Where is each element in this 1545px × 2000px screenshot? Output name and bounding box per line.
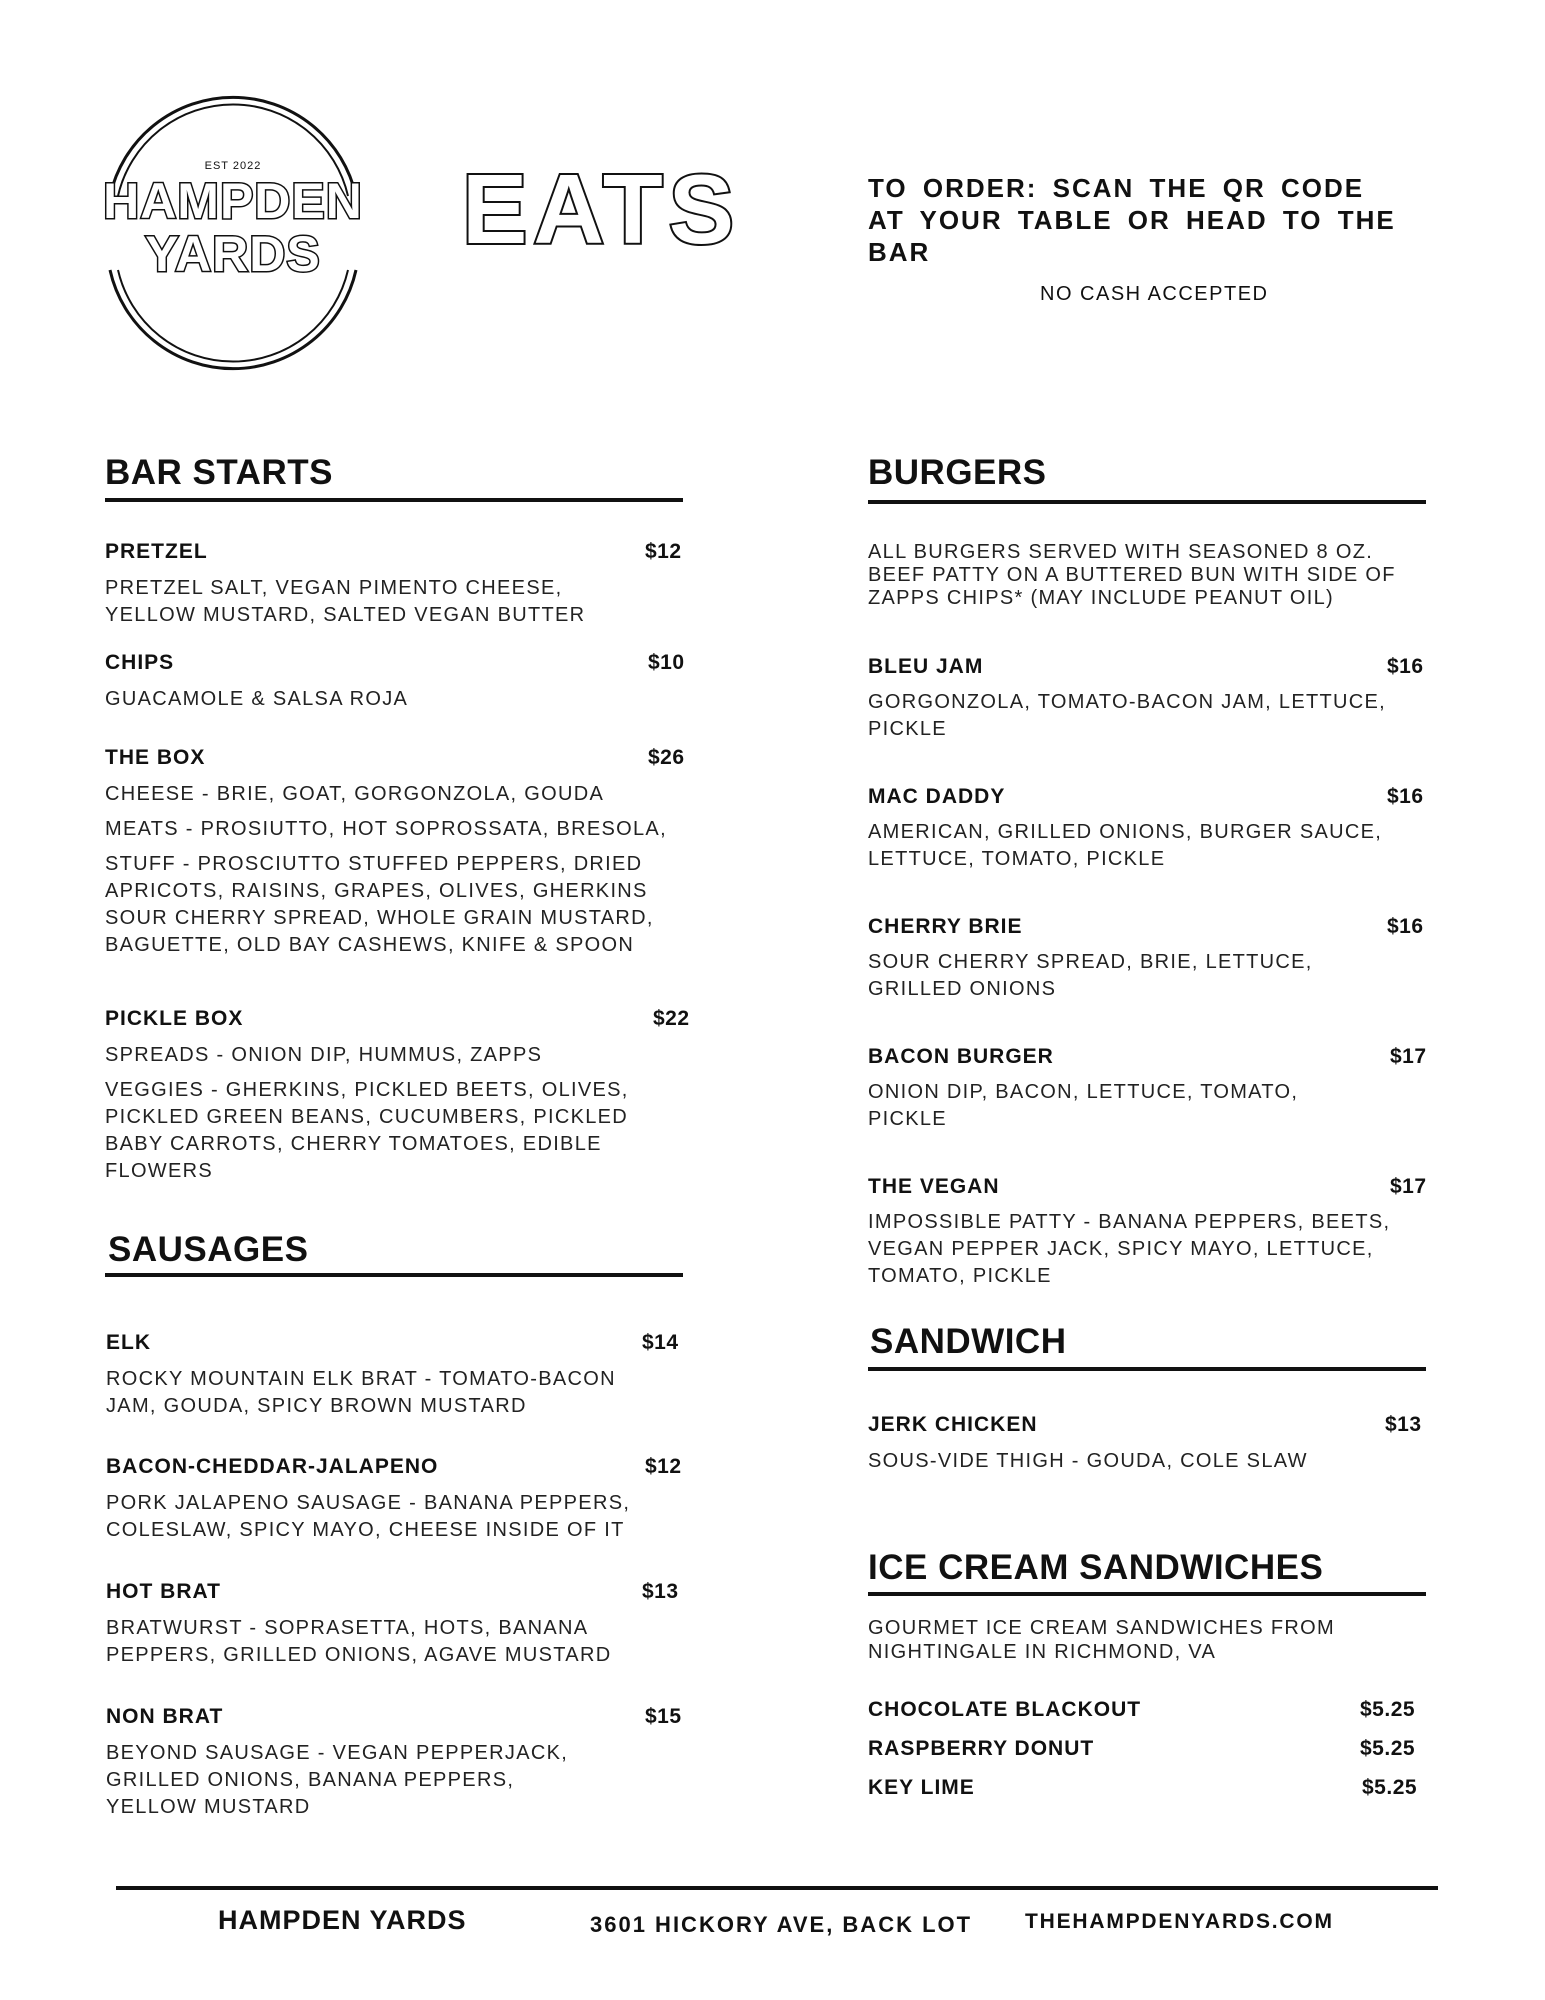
- item-name-pickle-box: PICKLE BOX: [105, 1007, 244, 1030]
- order-instructions: TO ORDER: SCAN THE QR CODE AT YOUR TABLE OR HEAD TO THE BAR: [868, 173, 1396, 267]
- item-name-the-vegan: THE VEGAN: [868, 1175, 1000, 1198]
- item-name-bacon-burger: BACON BURGER: [868, 1045, 1054, 1068]
- sandwich-rule: [868, 1367, 1426, 1371]
- item-price-pretzel: $12: [645, 540, 682, 563]
- item-name-pretzel: PRETZEL: [105, 540, 208, 563]
- bar-starts-title: BAR STARTS: [105, 453, 333, 492]
- item-desc-bleu-jam: GORGONZOLA, TOMATO-BACON JAM, LETTUCE, PICKLE: [868, 691, 1386, 740]
- sausages-rule: [105, 1273, 683, 1277]
- item-desc-the-vegan: IMPOSSIBLE PATTY - BANANA PEPPERS, BEETS, VEGAN PEPPER JACK, SPICY MAYO, LETTUCE, TOMATO, PICKLE: [868, 1211, 1391, 1287]
- item-desc-pickle-spreads: SPREADS - ONION DIP, HUMMUS, ZAPPS: [105, 1044, 543, 1066]
- box-detail-cheese: CHEESE - BRIE, GOAT, GORGONZOLA, GOUDA: [105, 783, 605, 805]
- logo-est: EST 2022: [204, 160, 262, 172]
- item-price-jerk-chicken: $13: [1385, 1413, 1422, 1436]
- ice-cream-intro: GOURMET ICE CREAM SANDWICHES FROM NIGHTINGALE IN RICHMOND, VA: [868, 1617, 1335, 1663]
- logo: [92, 92, 374, 374]
- item-price-bacon-burger: $17: [1390, 1045, 1427, 1068]
- burgers-rule: [868, 500, 1426, 504]
- box-detail-stuff: STUFF - PROSCIUTTO STUFFED PEPPERS, DRIED APRICOTS, RAISINS, GRAPES, OLIVES, GHERKINS SOUR CHERRY SPREAD, WHOLE GRAIN MUSTARD, BAGUETTE, OLD BAY CASHEWS, KNIFE & SPOON: [105, 853, 654, 956]
- item-desc-chips: GUACAMOLE & SALSA ROJA: [105, 688, 409, 710]
- sausages-title: SAUSAGES: [108, 1230, 309, 1269]
- item-price-cherry-brie: $16: [1387, 915, 1424, 938]
- item-name-raspberry-donut: RASPBERRY DONUT: [868, 1737, 1095, 1760]
- footer-website[interactable]: THEHAMPDENYARDS.COM: [1025, 1910, 1334, 1933]
- item-price-pickle-box: $22: [653, 1007, 690, 1030]
- logo-line2: YARDS: [145, 226, 321, 282]
- page-title: EATS: [462, 154, 741, 264]
- item-desc-pickle-veggies: VEGGIES - GHERKINS, PICKLED BEETS, OLIVES, PICKLED GREEN BEANS, CUCUMBERS, PICKLED BABY CARROTS, CHERRY TOMATOES, EDIBLE FLOWERS: [105, 1079, 629, 1182]
- item-name-non-brat: NON BRAT: [106, 1705, 224, 1728]
- item-price-chips: $10: [648, 651, 685, 674]
- item-desc-hot-brat: BRATWURST - SOPRASETTA, HOTS, BANANA PEPPERS, GRILLED ONIONS, AGAVE MUSTARD: [106, 1617, 612, 1666]
- item-name-hot-brat: HOT BRAT: [106, 1580, 221, 1603]
- item-price-bacon-cheddar: $12: [645, 1455, 682, 1478]
- ice-cream-rule: [868, 1592, 1426, 1596]
- item-price-chocolate-blackout: $5.25: [1360, 1698, 1416, 1721]
- footer-name: HAMPDEN YARDS: [218, 1905, 467, 1935]
- item-desc-jerk-chicken: SOUS-VIDE THIGH - GOUDA, COLE SLAW: [868, 1450, 1308, 1472]
- item-name-the-box: THE BOX: [105, 746, 206, 769]
- sandwich-title: SANDWICH: [870, 1322, 1067, 1361]
- item-name-key-lime: KEY LIME: [868, 1776, 975, 1799]
- item-price-the-vegan: $17: [1390, 1175, 1427, 1198]
- item-desc-pretzel: PRETZEL SALT, VEGAN PIMENTO CHEESE, YELLOW MUSTARD, SALTED VEGAN BUTTER: [105, 577, 586, 626]
- item-price-key-lime: $5.25: [1362, 1776, 1418, 1799]
- item-price-bleu-jam: $16: [1387, 655, 1424, 678]
- item-name-jerk-chicken: JERK CHICKEN: [868, 1413, 1038, 1436]
- ice-cream-title: ICE CREAM SANDWICHES: [868, 1548, 1324, 1587]
- item-price-raspberry-donut: $5.25: [1360, 1737, 1416, 1760]
- footer-rule: [116, 1886, 1438, 1890]
- item-name-elk: ELK: [106, 1331, 151, 1354]
- item-name-mac-daddy: MAC DADDY: [868, 785, 1006, 808]
- item-desc-elk: ROCKY MOUNTAIN ELK BRAT - TOMATO-BACON JAM, GOUDA, SPICY BROWN MUSTARD: [106, 1368, 616, 1417]
- logo-line1: HAMPDEN: [103, 173, 363, 229]
- item-desc-cherry-brie: SOUR CHERRY SPREAD, BRIE, LETTUCE, GRILLED ONIONS: [868, 951, 1313, 1000]
- item-desc-non-brat: BEYOND SAUSAGE - VEGAN PEPPERJACK, GRILLED ONIONS, BANANA PEPPERS, YELLOW MUSTARD: [106, 1742, 569, 1818]
- burgers-title: BURGERS: [868, 453, 1047, 492]
- box-detail-meats: MEATS - PROSIUTTO, HOT SOPROSSATA, BRESOLA,: [105, 818, 667, 840]
- item-name-chocolate-blackout: CHOCOLATE BLACKOUT: [868, 1698, 1142, 1721]
- item-price-mac-daddy: $16: [1387, 785, 1424, 808]
- item-name-chips: CHIPS: [105, 651, 175, 674]
- bar-starts-rule: [105, 498, 683, 502]
- item-price-elk: $14: [642, 1331, 679, 1354]
- item-price-the-box: $26: [648, 746, 685, 769]
- item-name-bacon-cheddar: BACON-CHEDDAR-JALAPENO: [106, 1455, 439, 1478]
- item-desc-bacon-cheddar: PORK JALAPENO SAUSAGE - BANANA PEPPERS, COLESLAW, SPICY MAYO, CHEESE INSIDE OF IT: [106, 1492, 631, 1541]
- item-desc-bacon-burger: ONION DIP, BACON, LETTUCE, TOMATO, PICKLE: [868, 1081, 1299, 1130]
- burgers-intro: ALL BURGERS SERVED WITH SEASONED 8 OZ. BEEF PATTY ON A BUTTERED BUN WITH SIDE OF ZAPPS CHIPS* (MAY INCLUDE PEANUT OIL): [868, 541, 1396, 609]
- item-price-hot-brat: $13: [642, 1580, 679, 1603]
- footer-address: 3601 HICKORY AVE, BACK LOT: [590, 1912, 973, 1937]
- item-price-non-brat: $15: [645, 1705, 682, 1728]
- item-name-cherry-brie: CHERRY BRIE: [868, 915, 1023, 938]
- no-cash-notice: NO CASH ACCEPTED: [1040, 283, 1269, 305]
- item-desc-mac-daddy: AMERICAN, GRILLED ONIONS, BURGER SAUCE, LETTUCE, TOMATO, PICKLE: [868, 821, 1383, 870]
- item-name-bleu-jam: BLEU JAM: [868, 655, 984, 678]
